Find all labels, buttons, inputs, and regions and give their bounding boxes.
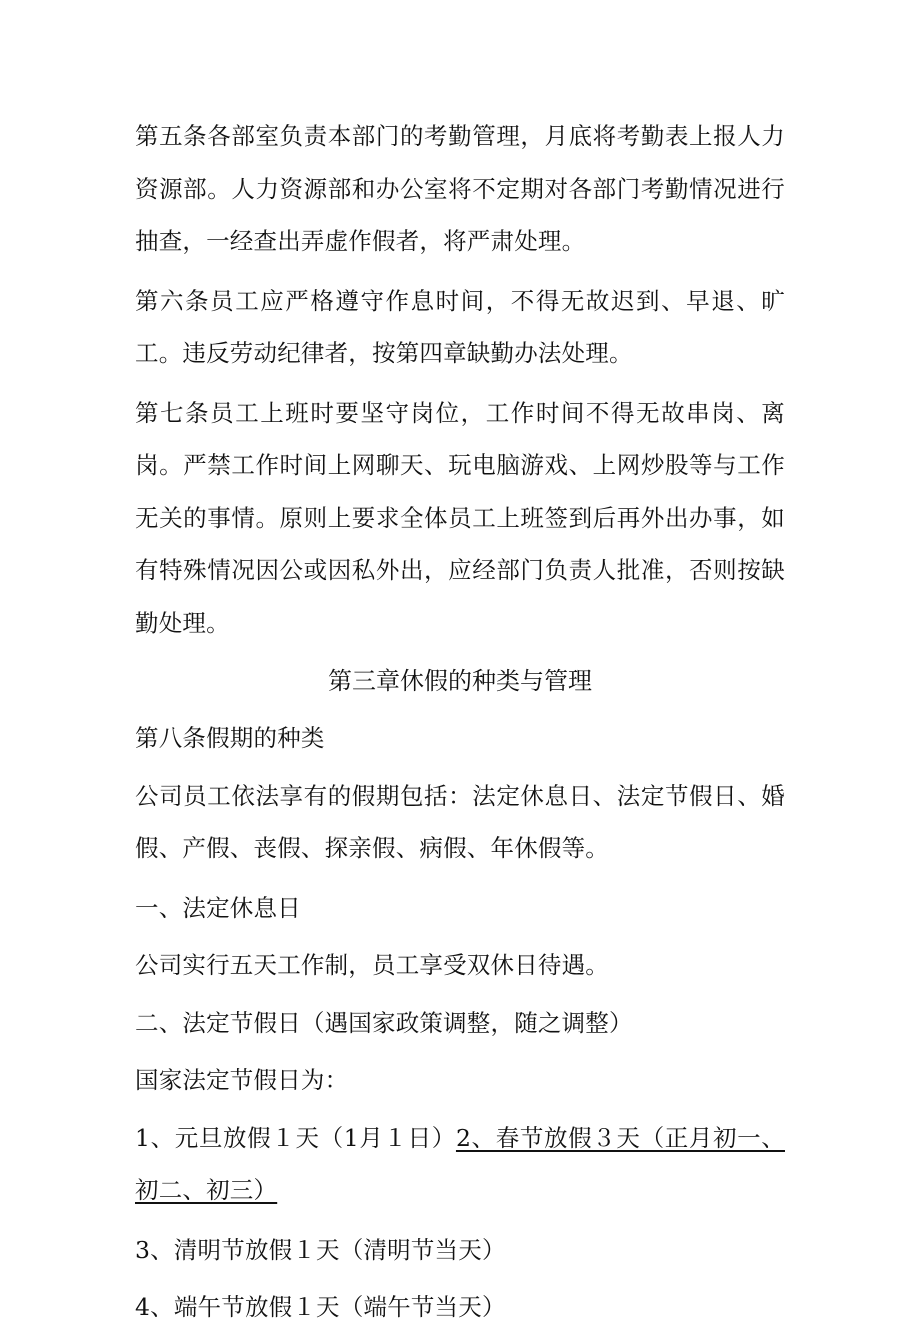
section-1-title: 一、法定休息日 [135,893,301,922]
holiday-list-line-1 [135,1112,785,1217]
section-1-text: 公司实行五天工作制，员工享受双休日待遇。 [135,951,609,979]
holiday-2: 2、春节放假３天（正月初一、初二、初三） [135,1123,785,1204]
holidays-intro: 国家法定节假日为： [135,1066,349,1094]
article-8-title: 第八条假期的种类 [135,724,325,752]
article-7: 第七条员工上班时要坚守岗位，工作时间不得无故串岗、离岗。严禁工作时间上网聊天、玩电脑游戏、上网炒股等与工作无关的事情。原则上要求全体员工上班签到后再外出办事，如有特殊情况因公或因私外出，应经部门负责人批准，否则按缺勤处理。 [135,398,785,637]
holiday-4: 4、端午节放假１天（端午节当天） [135,1293,506,1321]
holiday-1: 1、元旦放假１天（1月１日） [135,1123,456,1152]
holiday-3: 3、清明节放假１天（清明节当天） [135,1235,506,1264]
leave-types-paragraph: 公司员工依法享有的假期包括：法定休息日、法定节假日、婚假、产假、丧假、探亲假、病假、年休假等。 [135,781,785,862]
document-body [135,110,785,1339]
article-6: 第六条员工应严格遵守作息时间，不得无故迟到、早退、旷工。违反劳动纪律者，按第四章缺勤办法处理。 [135,286,785,367]
chapter-3-title: 第三章休假的种类与管理 [328,667,592,695]
section-2-title: 二、法定节假日（遇国家政策调整，随之调整） [135,1008,633,1037]
article-5: 第五条各部室负责本部门的考勤管理，月底将考勤表上报人力资源部。人力资源部和办公室将不定期对各部门考勤情况进行抽查，一经查出弄虚作假者，将严肃处理。 [135,122,785,255]
